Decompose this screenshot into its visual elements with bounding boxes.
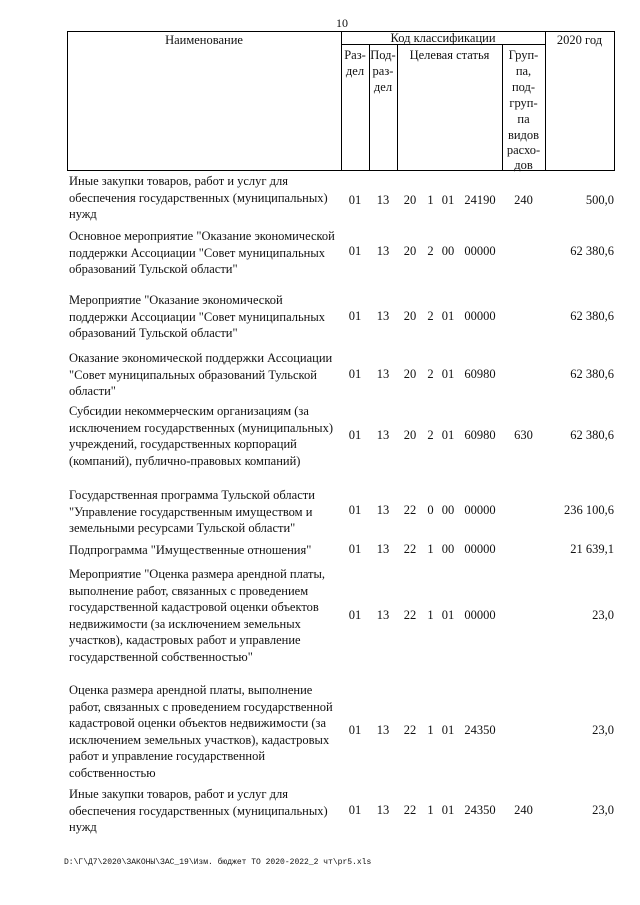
- row-name: Мероприятие "Оценка размера арендной платы, выполнение работ, связанных с проведением государственной кадастровой оценки объектов недвижимости (за исключением земельных участков), кадастровых работ и управление государственной собственностью": [69, 567, 326, 664]
- row-target-activity: 01: [441, 803, 455, 817]
- row-section: 01: [348, 428, 362, 442]
- row-section: 01: [348, 723, 362, 737]
- row-name: Иные закупки товаров, работ и услуг для обеспечения государственных (муниципальных) нужд: [69, 787, 328, 834]
- header-left-border: [67, 31, 68, 171]
- header-section-line-1: Раз-: [344, 48, 366, 62]
- file-path-footer: D:\Г\Д7\2020\ЗАКОНЫ\ЗАС_19\Изм. бюджет ТО 2020-2022_2 чт\pr5.xls: [64, 858, 372, 867]
- header-classification: Код классификации: [390, 31, 496, 45]
- row-name: Иные закупки товаров, работ и услуг для обеспечения государственных (муниципальных) нужд: [69, 174, 328, 221]
- row-subsection: 13: [376, 367, 390, 381]
- row-target-subprogram: 1: [427, 803, 434, 817]
- row-target-direction: 00000: [464, 309, 496, 323]
- header-group-line-7: расхо-: [506, 143, 541, 157]
- row-amount: 500,0: [585, 193, 614, 207]
- header-group-line-3: под-: [511, 80, 536, 94]
- row-target-direction: 24350: [464, 803, 496, 817]
- row-amount: 23,0: [592, 803, 614, 817]
- row-target-program: 20: [403, 367, 417, 381]
- header-section-line-2: дел: [345, 64, 365, 78]
- row-target-program: 20: [403, 309, 417, 323]
- row-target-subprogram: 1: [427, 193, 434, 207]
- header-group-line-1: Груп-: [508, 48, 539, 62]
- row-amount: 62 380,6: [570, 244, 614, 258]
- header-subsection-line-1: Под-: [370, 48, 396, 62]
- row-section: 01: [348, 244, 362, 258]
- row-section: 01: [348, 367, 362, 381]
- row-target-activity: 01: [441, 723, 455, 737]
- row-amount: 62 380,6: [570, 309, 614, 323]
- row-subsection: 13: [376, 193, 390, 207]
- row-target-activity: 00: [441, 542, 455, 556]
- row-target-subprogram: 0: [427, 503, 434, 517]
- row-target-direction: 24350: [464, 723, 496, 737]
- page-number: 10: [336, 16, 348, 30]
- row-target-subprogram: 2: [427, 309, 434, 323]
- row-subsection: 13: [376, 244, 390, 258]
- header-year: 2020 год: [556, 33, 603, 47]
- row-expense-group: 630: [514, 428, 533, 442]
- row-name: Подпрограмма "Имущественные отношения": [69, 543, 312, 557]
- row-section: 01: [348, 608, 362, 622]
- row-target-subprogram: 2: [427, 367, 434, 381]
- row-expense-group: 240: [514, 803, 533, 817]
- row-section: 01: [348, 503, 362, 517]
- row-target-activity: 01: [441, 428, 455, 442]
- row-subsection: 13: [376, 503, 390, 517]
- row-target-activity: 01: [441, 309, 455, 323]
- header-subsection-divider: [397, 44, 398, 171]
- row-section: 01: [348, 193, 362, 207]
- row-target-activity: 00: [441, 244, 455, 258]
- row-target-subprogram: 1: [427, 608, 434, 622]
- row-target-direction: 60980: [464, 428, 496, 442]
- row-section: 01: [348, 309, 362, 323]
- row-target-subprogram: 2: [427, 244, 434, 258]
- row-subsection: 13: [376, 309, 390, 323]
- row-subsection: 13: [376, 803, 390, 817]
- row-target-direction: 00000: [464, 244, 496, 258]
- row-amount: 62 380,6: [570, 367, 614, 381]
- row-target-program: 20: [403, 193, 417, 207]
- row-expense-group: 240: [514, 193, 533, 207]
- row-name: Субсидии некоммерческим организациям (за исключением государственных (муниципальных) учреждений, государственных корпораций (компаний), публично-правовых компаний): [69, 404, 333, 468]
- row-target-activity: 01: [441, 367, 455, 381]
- row-target-direction: 60980: [464, 367, 496, 381]
- header-group-line-2: па,: [515, 64, 532, 78]
- header-group-line-4: груп-: [509, 96, 538, 110]
- row-target-subprogram: 1: [427, 723, 434, 737]
- row-name: Государственная программа Тульской области "Управление государственным имуществом и земельными ресурсами Тульской области": [69, 488, 315, 535]
- row-target-activity: 01: [441, 193, 455, 207]
- header-group-line-8: дов: [514, 158, 533, 172]
- row-amount: 236 100,6: [564, 503, 614, 517]
- row-target-program: 20: [403, 244, 417, 258]
- row-target-activity: 01: [441, 608, 455, 622]
- row-subsection: 13: [376, 428, 390, 442]
- row-amount: 21 639,1: [570, 542, 614, 556]
- row-amount: 62 380,6: [570, 428, 614, 442]
- header-target: Целевая статья: [409, 48, 490, 62]
- header-name: Наименование: [165, 33, 243, 47]
- row-target-subprogram: 1: [427, 542, 434, 556]
- row-name: Основное мероприятие "Оказание экономической поддержки Ассоциации "Совет муниципальных образований Тульской области": [69, 229, 335, 276]
- row-target-direction: 24190: [464, 193, 496, 207]
- row-name: Оценка размера арендной платы, выполнение работ, связанных с проведением государственной кадастровой оценки объектов недвижимости (за исключением земельных участков), кадастровых работ и управление государственной собственностью: [69, 683, 333, 780]
- header-group-line-6: видов: [507, 128, 540, 142]
- row-target-program: 20: [403, 428, 417, 442]
- row-section: 01: [348, 542, 362, 556]
- row-target-direction: 00000: [464, 542, 496, 556]
- row-subsection: 13: [376, 608, 390, 622]
- row-target-program: 22: [403, 542, 417, 556]
- header-subsection-line-3: дел: [373, 80, 393, 94]
- header-subsection-line-2: раз-: [372, 64, 394, 78]
- row-target-subprogram: 2: [427, 428, 434, 442]
- header-group-line-5: па: [517, 112, 530, 126]
- row-target-program: 22: [403, 503, 417, 517]
- row-subsection: 13: [376, 723, 390, 737]
- row-subsection: 13: [376, 542, 390, 556]
- row-amount: 23,0: [592, 723, 614, 737]
- row-target-program: 22: [403, 723, 417, 737]
- header-right-border: [614, 31, 615, 171]
- row-target-direction: 00000: [464, 503, 496, 517]
- row-target-activity: 00: [441, 503, 455, 517]
- row-section: 01: [348, 803, 362, 817]
- row-target-program: 22: [403, 608, 417, 622]
- row-target-program: 22: [403, 803, 417, 817]
- row-name: Мероприятие "Оказание экономической поддержки Ассоциации "Совет муниципальных образований Тульской области": [69, 293, 325, 340]
- row-amount: 23,0: [592, 608, 614, 622]
- header-group-divider: [545, 31, 546, 171]
- row-target-direction: 00000: [464, 608, 496, 622]
- row-name: Оказание экономической поддержки Ассоциации "Совет муниципальных образований Тульской области": [69, 351, 333, 398]
